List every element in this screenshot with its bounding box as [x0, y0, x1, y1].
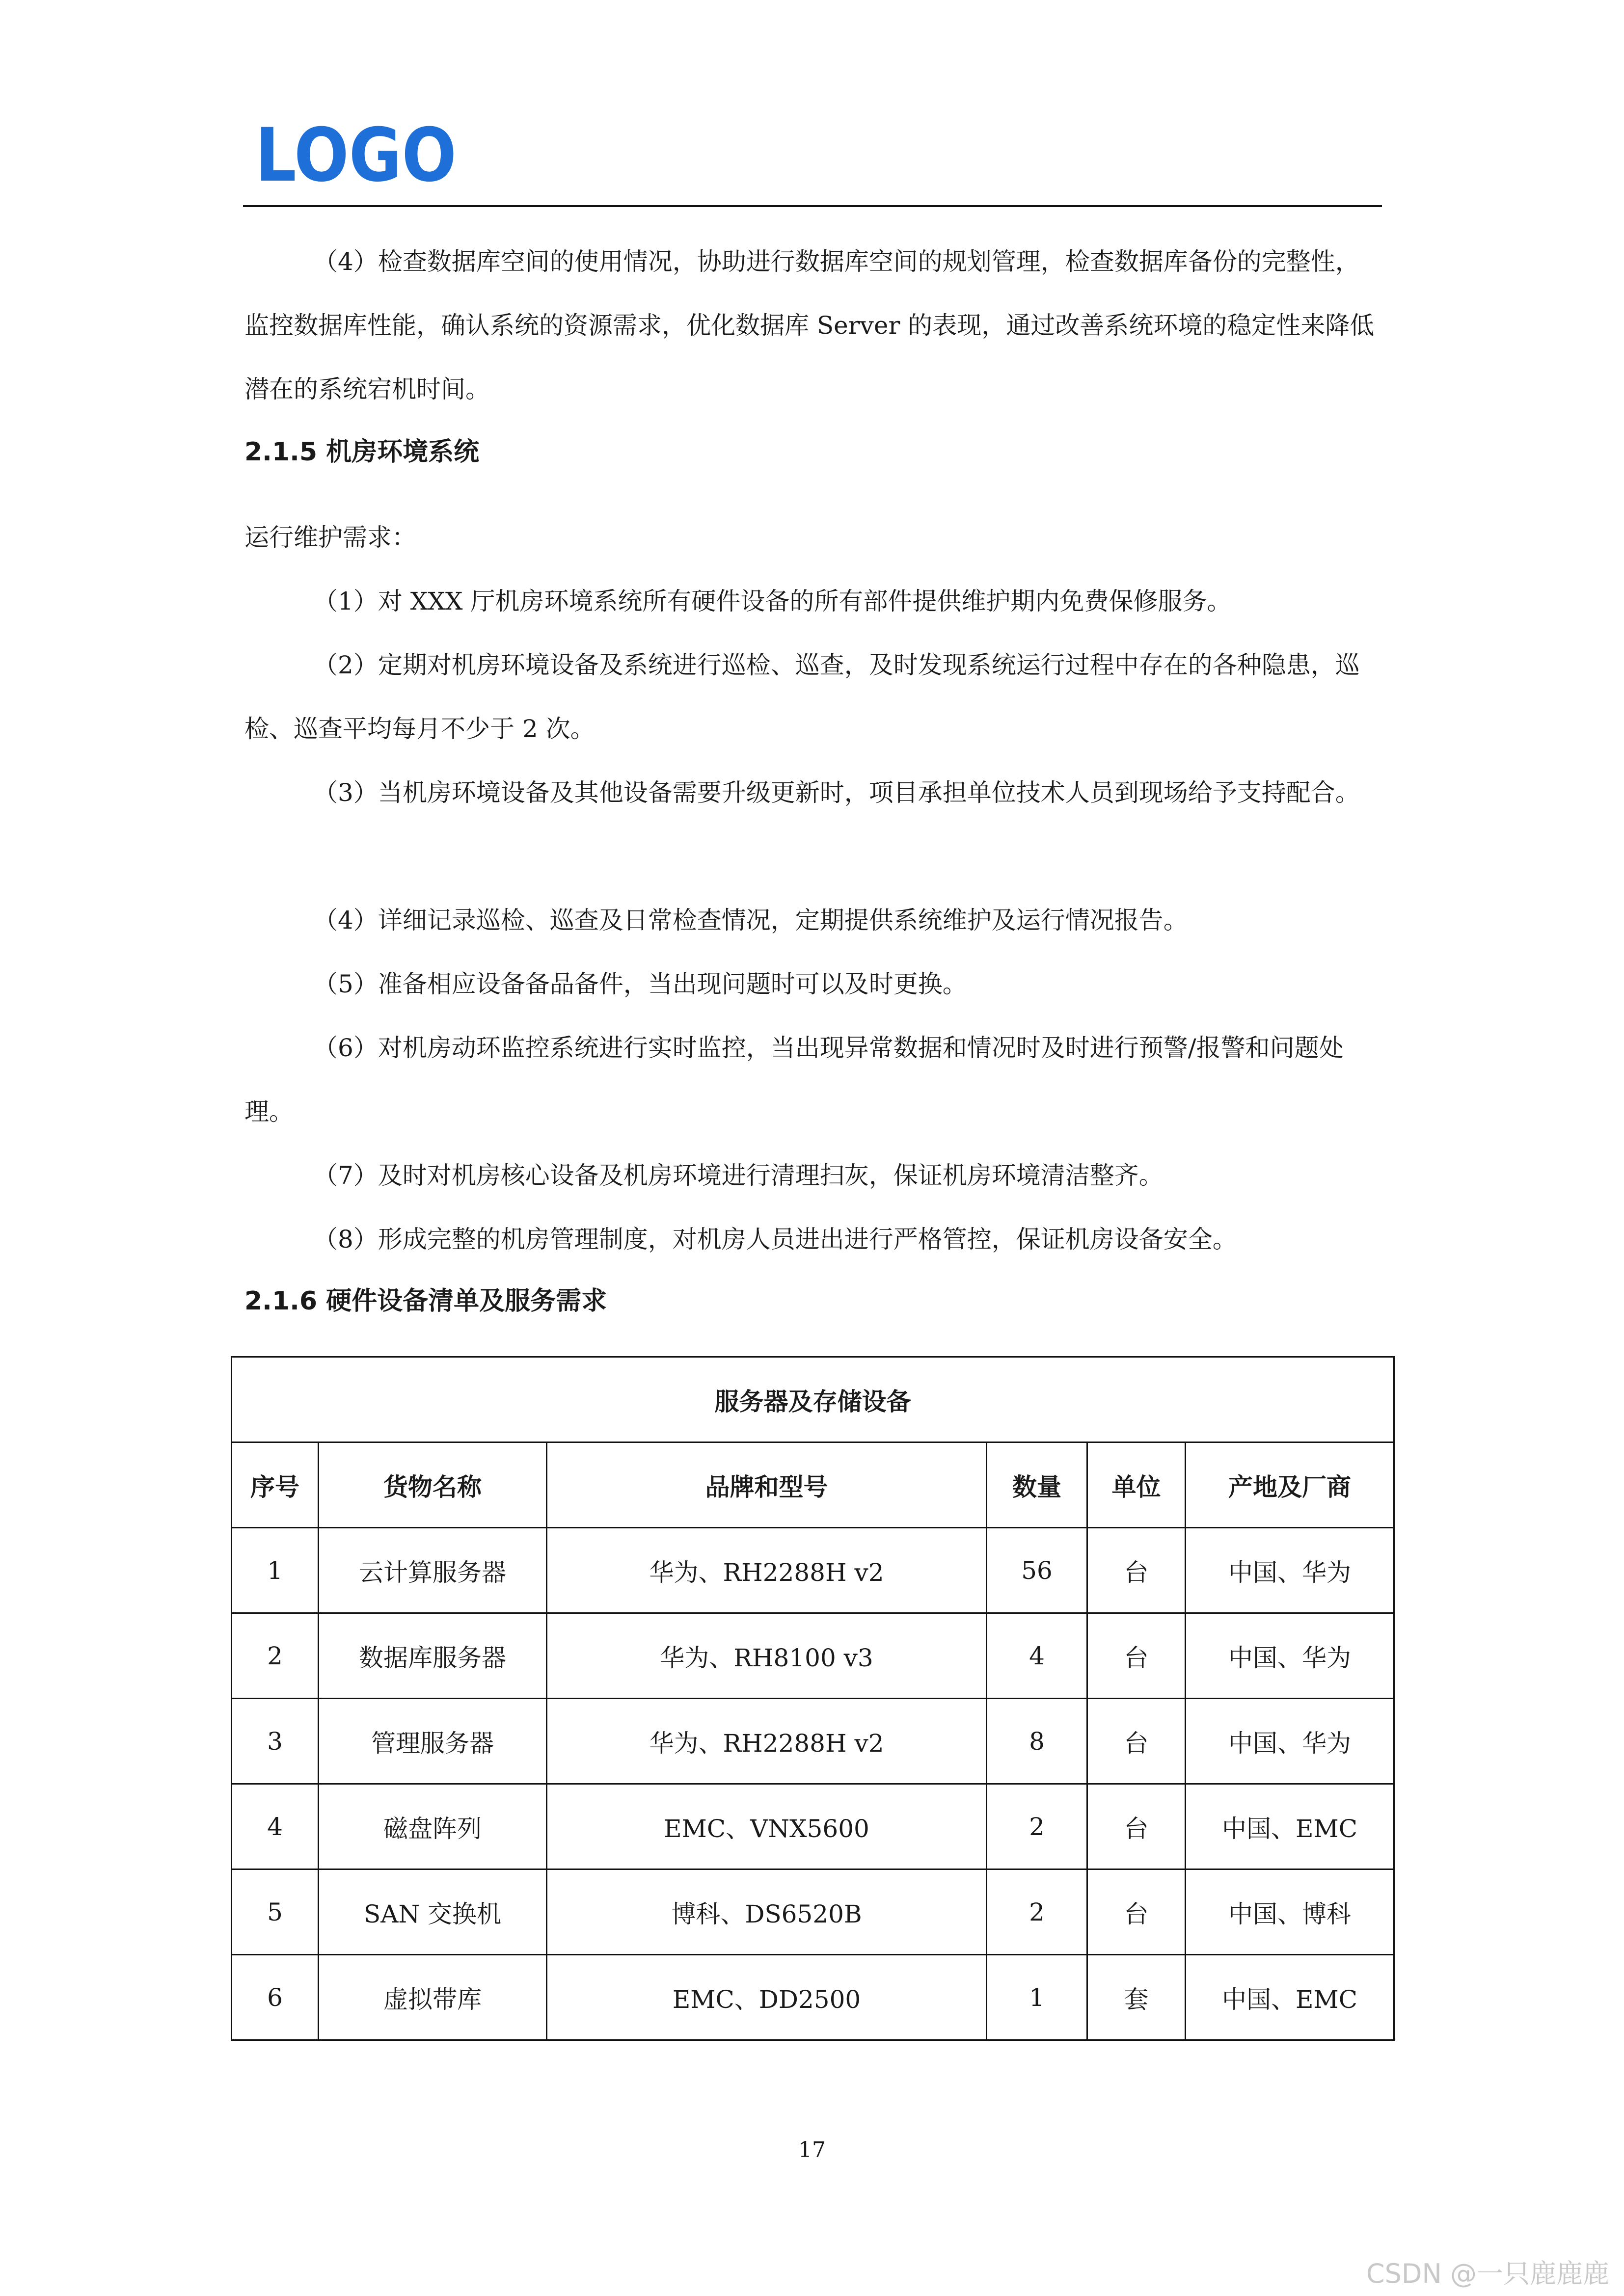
table-cell: 5	[232, 1869, 319, 1955]
table-cell: 台	[1087, 1613, 1186, 1699]
page-number: 17	[798, 2137, 826, 2163]
table-cell: 2	[987, 1869, 1087, 1955]
logo-text: LOGO	[255, 113, 457, 198]
table-cell: 云计算服务器	[319, 1528, 547, 1613]
table-cell: 2	[987, 1784, 1087, 1869]
table-cell: 中国、华为	[1186, 1699, 1394, 1784]
logo	[255, 113, 457, 198]
section-heading-2-1-5: 2.1.5 机房环境系统	[244, 437, 480, 467]
table-caption: 服务器及存储设备	[232, 1357, 1394, 1442]
table-row	[232, 1784, 1394, 1869]
table-cell: 4	[232, 1784, 319, 1869]
maintenance-lead: 运行维护需求：	[244, 523, 416, 552]
table-row	[232, 1613, 1394, 1699]
table-cell: 台	[1087, 1784, 1186, 1869]
equipment-table	[231, 1356, 1395, 2041]
table-cell: 台	[1087, 1699, 1186, 1784]
requirement-item: （3）当机房环境设备及其他设备需要升级更新时，项目承担单位技术人员到现场给予支持配合。	[313, 778, 1360, 807]
table-cell: 台	[1087, 1869, 1186, 1955]
table-header-cell: 产地及厂商	[1186, 1442, 1394, 1528]
table-row	[232, 1869, 1394, 1955]
table-cell: 8	[987, 1699, 1087, 1784]
table-cell: 博科、DS6520B	[547, 1869, 987, 1955]
requirement-item: （1）对 XXX 厅机房环境系统所有硬件设备的所有部件提供维护期内免费保修服务。	[313, 587, 1232, 615]
table-cell: 中国、华为	[1186, 1528, 1394, 1613]
requirement-item: （4）详细记录巡检、巡查及日常检查情况，定期提供系统维护及运行情况报告。	[313, 906, 1188, 934]
table-cell: 华为、RH2288H v2	[547, 1528, 987, 1613]
table-cell: 3	[232, 1699, 319, 1784]
table-header-cell: 品牌和型号	[547, 1442, 987, 1528]
table-cell: 磁盘阵列	[319, 1784, 547, 1869]
table-cell: 中国、EMC	[1186, 1784, 1394, 1869]
table-cell: 56	[987, 1528, 1087, 1613]
table-cell: 1	[987, 1955, 1087, 2040]
table-cell: 华为、RH2288H v2	[547, 1699, 987, 1784]
table-cell: 数据库服务器	[319, 1613, 547, 1699]
table-header-cell: 货物名称	[319, 1442, 547, 1528]
header-divider	[243, 205, 1382, 207]
table-cell: 1	[232, 1528, 319, 1613]
requirement-item: （2）定期对机房环境设备及系统进行巡检、巡查，及时发现系统运行过程中存在的各种隐患，巡检、巡查平均每月不少于 2 次。	[244, 651, 1360, 743]
requirement-item: （8）形成完整的机房管理制度，对机房人员进出进行严格管控，保证机房设备安全。	[313, 1225, 1237, 1254]
table-header-cell: 序号	[232, 1442, 319, 1528]
table-cell: SAN 交换机	[319, 1869, 547, 1955]
table-cell: 华为、RH8100 v3	[547, 1613, 987, 1699]
table-cell: 6	[232, 1955, 319, 2040]
table-row	[232, 1955, 1394, 2040]
table-cell: 管理服务器	[319, 1699, 547, 1784]
watermark: CSDN @一只鹿鹿鹿	[1366, 2258, 1609, 2289]
table-cell: 套	[1087, 1955, 1186, 2040]
table-cell: 2	[232, 1613, 319, 1699]
requirement-item: （7）及时对机房核心设备及机房环境进行清理扫灰，保证机房环境清洁整齐。	[313, 1161, 1164, 1190]
intro-paragraph: （4）检查数据库空间的使用情况，协助进行数据库空间的规划管理，检查数据库备份的完整性，监控数据库性能，确认系统的资源需求，优化数据库 Server 的表现，通过改善系统环境的稳定性来降低潜在的系统宕机时间。	[244, 247, 1375, 403]
table-cell: 4	[987, 1613, 1087, 1699]
table-cell: 中国、EMC	[1186, 1955, 1394, 2040]
table-cell: EMC、VNX5600	[547, 1784, 987, 1869]
requirement-item: （6）对机房动环监控系统进行实时监控，当出现异常数据和情况时及时进行预警/报警和问题处理。	[244, 1034, 1344, 1126]
table-row	[232, 1528, 1394, 1613]
table-cell: 虚拟带库	[319, 1955, 547, 2040]
table-header-cell: 单位	[1087, 1442, 1186, 1528]
table-header-cell: 数量	[987, 1442, 1087, 1528]
table-header-row	[232, 1442, 1394, 1528]
section-heading-2-1-6: 2.1.6 硬件设备清单及服务需求	[244, 1286, 607, 1316]
table-cell: 中国、博科	[1186, 1869, 1394, 1955]
table-row	[232, 1699, 1394, 1784]
table-cell: EMC、DD2500	[547, 1955, 987, 2040]
table-cell: 中国、华为	[1186, 1613, 1394, 1699]
table-cell: 台	[1087, 1528, 1186, 1613]
requirement-item: （5）准备相应设备备品备件，当出现问题时可以及时更换。	[313, 970, 967, 998]
